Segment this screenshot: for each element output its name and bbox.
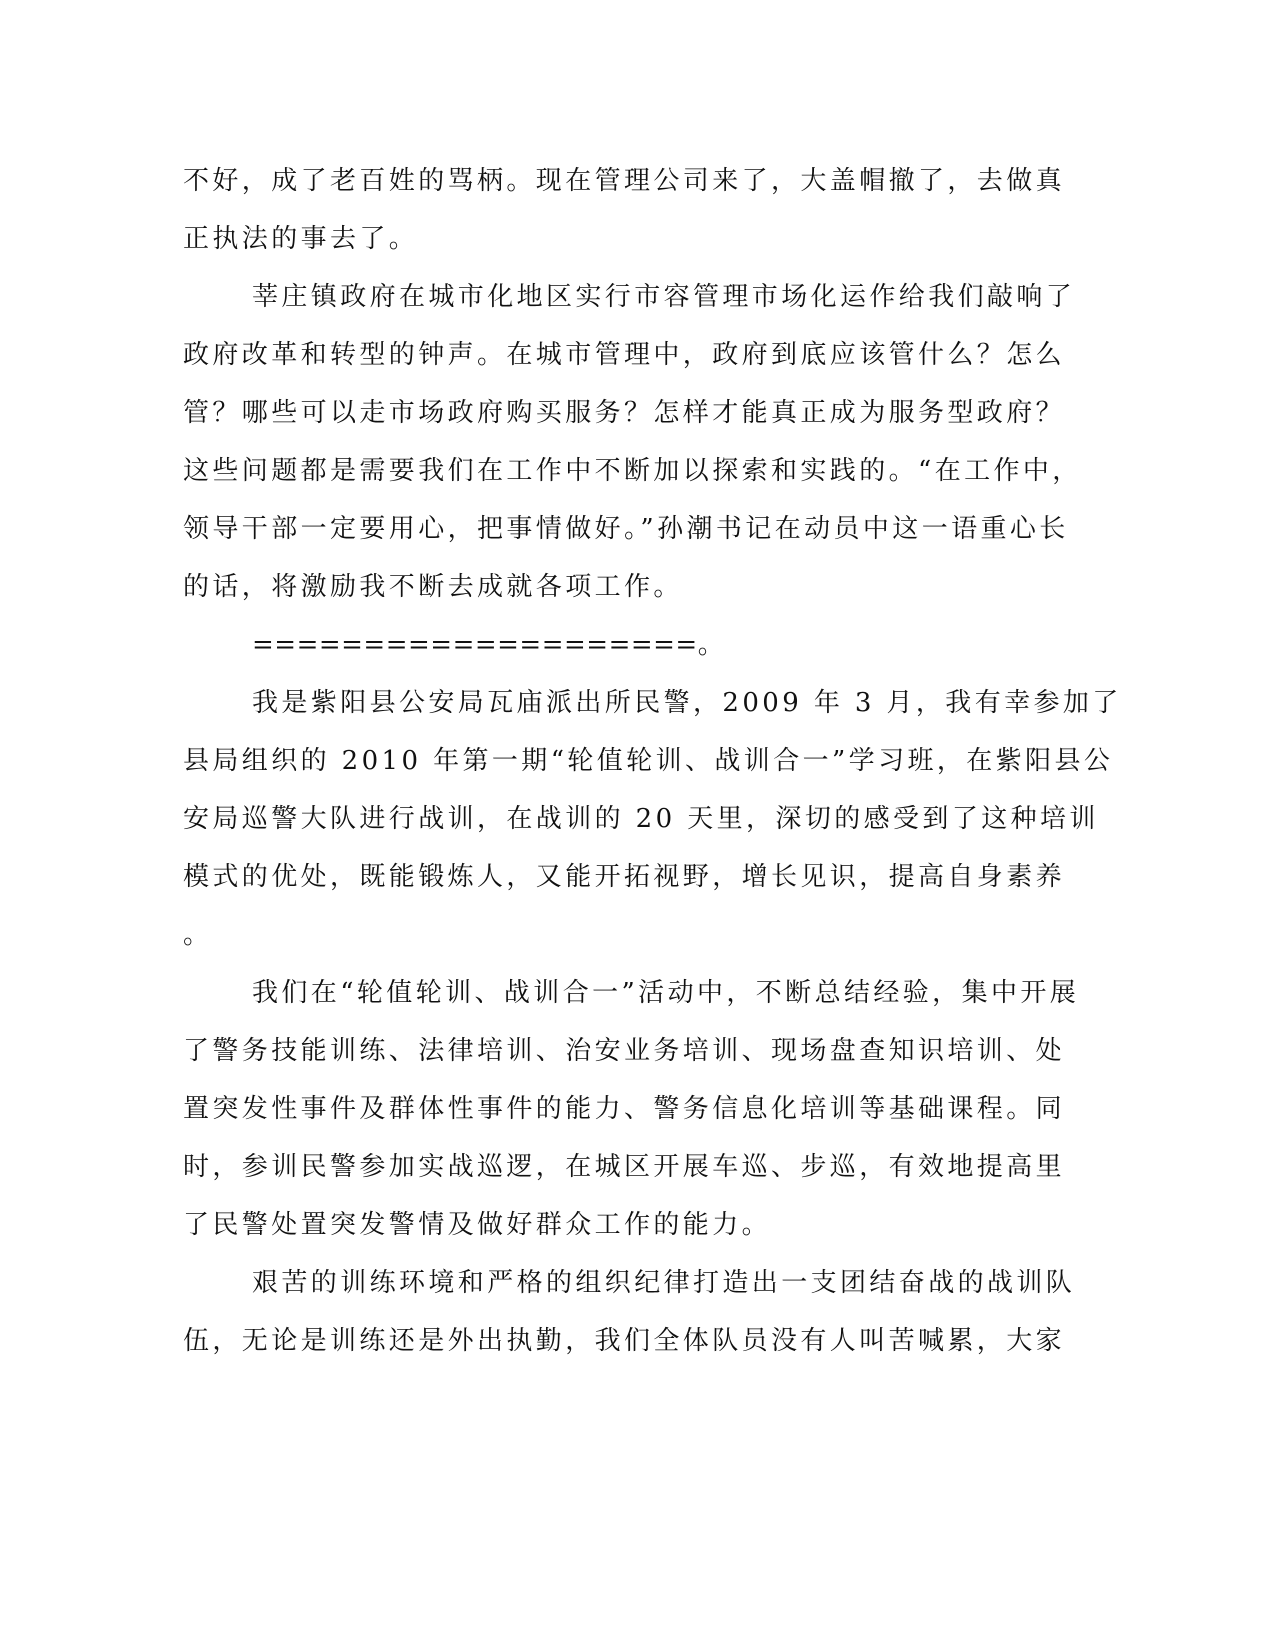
section-separator: ====================。: [252, 630, 725, 660]
text-line: 安局巡警大队进行战训，在战训的 20 天里，深切的感受到了这种培训: [183, 804, 1099, 834]
text-line: 县局组织的 2010 年第一期“轮值轮训、战训合一”学习班，在紫阳县公: [183, 746, 1114, 776]
paragraph-first-line: 我是紫阳县公安局瓦庙派出所民警，2009 年 3 月，我有幸参加了: [252, 688, 1122, 718]
paragraph-first-line: 莘庄镇政府在城市化地区实行市容管理市场化运作给我们敲响了: [252, 282, 1076, 312]
text-line: 不好，成了老百姓的骂柄。现在管理公司来了，大盖帽撤了，去做真: [183, 166, 1066, 196]
text-line: 置突发性事件及群体性事件的能力、警务信息化培训等基础课程。同: [183, 1094, 1066, 1124]
text-line: 领导干部一定要用心，把事情做好。”孙潮书记在动员中这一语重心长: [183, 514, 1069, 544]
text-line: 政府改革和转型的钟声。在城市管理中，政府到底应该管什么？怎么: [183, 340, 1066, 370]
text-line: 这些问题都是需要我们在工作中不断加以探索和实践的。“在工作中，: [183, 456, 1082, 486]
text-line: 正执法的事去了。: [183, 224, 419, 254]
text-line: 。: [183, 920, 213, 950]
text-line: 管？哪些可以走市场政府购买服务？怎样才能真正成为服务型政府？: [183, 398, 1066, 428]
text-line: 的话，将激励我不断去成就各项工作。: [183, 572, 683, 602]
text-line: 了民警处置突发警情及做好群众工作的能力。: [183, 1210, 772, 1240]
text-line: 时，参训民警参加实战巡逻，在城区开展车巡、步巡，有效地提高里: [183, 1152, 1066, 1182]
text-line: 伍，无论是训练还是外出执勤，我们全体队员没有人叫苦喊累，大家: [183, 1326, 1066, 1356]
text-line: 模式的优处，既能锻炼人，又能开拓视野，增长见识，提高自身素养: [183, 862, 1066, 892]
text-line: 了警务技能训练、法律培训、治安业务培训、现场盘查知识培训、处: [183, 1036, 1066, 1066]
paragraph-first-line: 我们在“轮值轮训、战训合一”活动中，不断总结经验，集中开展: [252, 978, 1080, 1008]
paragraph-first-line: 艰苦的训练环境和严格的组织纪律打造出一支团结奋战的战训队: [252, 1268, 1076, 1298]
